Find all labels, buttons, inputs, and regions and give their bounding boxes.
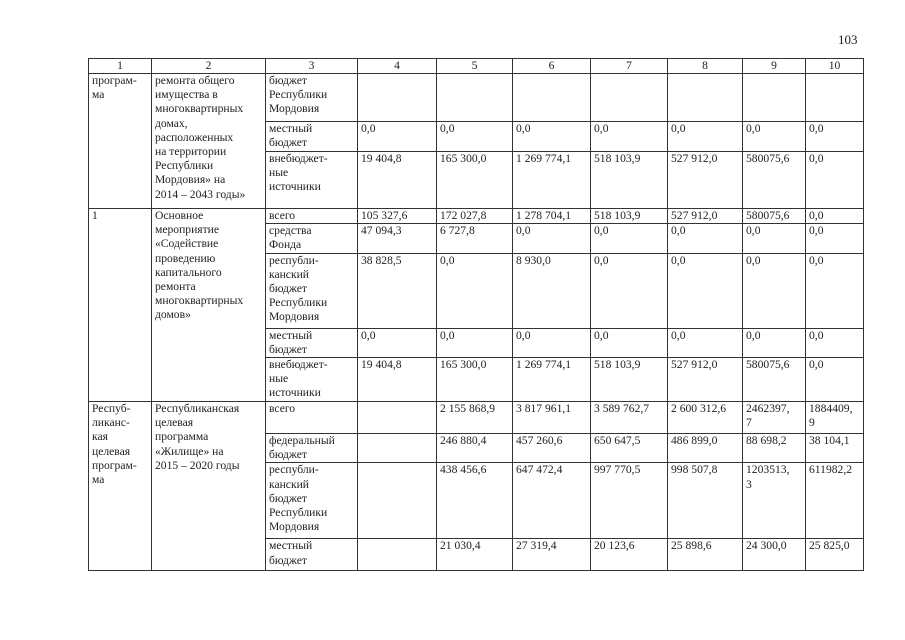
value-cell: 20 123,6 xyxy=(591,539,668,571)
value-cell: 21 030,4 xyxy=(437,539,513,571)
value-cell: 47 094,3 xyxy=(358,224,437,253)
value-cell: 165 300,0 xyxy=(437,358,513,402)
budget-table xyxy=(88,58,864,571)
value-cell: 518 103,9 xyxy=(591,152,668,209)
value-cell: 0,0 xyxy=(668,253,743,328)
value-cell: 38 104,1 xyxy=(806,434,864,463)
value-cell: 457 260,6 xyxy=(513,434,591,463)
value-cell: 1 269 774,1 xyxy=(513,152,591,209)
value-cell: 3 589 762,7 xyxy=(591,402,668,434)
funding-source-cell: средства Фонда xyxy=(266,224,358,253)
funding-source-cell: всего xyxy=(266,402,358,434)
value-cell: 0,0 xyxy=(743,328,806,357)
value-cell: 0,0 xyxy=(743,122,806,152)
funding-source-cell: федеральный бюджет xyxy=(266,434,358,463)
value-cell: 3 817 961,1 xyxy=(513,402,591,434)
value-cell: 2 600 312,6 xyxy=(668,402,743,434)
table-row xyxy=(89,402,864,434)
value-cell: 0,0 xyxy=(806,152,864,209)
value-cell: 518 103,9 xyxy=(591,209,668,224)
value-cell: 0,0 xyxy=(358,122,437,152)
value-cell: 1 278 704,1 xyxy=(513,209,591,224)
value-cell: 0,0 xyxy=(591,224,668,253)
value-cell: 0,0 xyxy=(591,253,668,328)
value-cell: 6 727,8 xyxy=(437,224,513,253)
value-cell xyxy=(358,434,437,463)
value-cell: 25 898,6 xyxy=(668,539,743,571)
value-cell: 580075,6 xyxy=(743,152,806,209)
page-number: 103 xyxy=(838,32,858,47)
value-cell: 24 300,0 xyxy=(743,539,806,571)
value-cell: 527 912,0 xyxy=(668,358,743,402)
value-cell xyxy=(358,402,437,434)
table-row xyxy=(89,209,864,224)
table-row xyxy=(89,74,864,122)
funding-source-cell: внебюджет- ные источники xyxy=(266,358,358,402)
header-cell: 1 xyxy=(89,59,152,74)
value-cell: 0,0 xyxy=(668,224,743,253)
value-cell: 998 507,8 xyxy=(668,463,743,539)
value-cell: 1203513, 3 xyxy=(743,463,806,539)
value-cell: 0,0 xyxy=(743,253,806,328)
value-cell: 1 269 774,1 xyxy=(513,358,591,402)
header-cell: 9 xyxy=(743,59,806,74)
value-cell: 997 770,5 xyxy=(591,463,668,539)
value-cell xyxy=(743,74,806,122)
value-cell: 650 647,5 xyxy=(591,434,668,463)
value-cell: 0,0 xyxy=(437,328,513,357)
value-cell: 8 930,0 xyxy=(513,253,591,328)
value-cell xyxy=(437,74,513,122)
value-cell: 1884409, 9 xyxy=(806,402,864,434)
value-cell: 0,0 xyxy=(668,122,743,152)
value-cell: 19 404,8 xyxy=(358,152,437,209)
value-cell xyxy=(591,74,668,122)
value-cell: 580075,6 xyxy=(743,209,806,224)
row-number-cell: програм- ма xyxy=(89,74,152,209)
value-cell: 486 899,0 xyxy=(668,434,743,463)
header-cell: 8 xyxy=(668,59,743,74)
value-cell: 0,0 xyxy=(743,224,806,253)
value-cell: 27 319,4 xyxy=(513,539,591,571)
row-number-cell: 1 xyxy=(89,209,152,402)
value-cell xyxy=(358,539,437,571)
header-cell: 7 xyxy=(591,59,668,74)
value-cell: 0,0 xyxy=(806,209,864,224)
funding-source-cell: внебюджет- ные источники xyxy=(266,152,358,209)
value-cell: 0,0 xyxy=(806,253,864,328)
value-cell: 88 698,2 xyxy=(743,434,806,463)
value-cell: 0,0 xyxy=(806,122,864,152)
value-cell: 0,0 xyxy=(437,253,513,328)
value-cell: 25 825,0 xyxy=(806,539,864,571)
value-cell: 165 300,0 xyxy=(437,152,513,209)
value-cell: 647 472,4 xyxy=(513,463,591,539)
header-cell: 2 xyxy=(152,59,266,74)
row-number-cell: Респуб- ликанс- кая целевая програм- ма xyxy=(89,402,152,571)
funding-source-cell: республи- канский бюджет Республики Мордовия xyxy=(266,463,358,539)
value-cell: 2 155 868,9 xyxy=(437,402,513,434)
funding-source-cell: всего xyxy=(266,209,358,224)
funding-source-cell: местный бюджет xyxy=(266,539,358,571)
value-cell xyxy=(513,74,591,122)
value-cell: 0,0 xyxy=(668,328,743,357)
value-cell: 246 880,4 xyxy=(437,434,513,463)
value-cell: 438 456,6 xyxy=(437,463,513,539)
value-cell: 0,0 xyxy=(806,358,864,402)
value-cell: 0,0 xyxy=(513,328,591,357)
value-cell: 0,0 xyxy=(358,328,437,357)
funding-source-cell: бюджет Республики Мордовия xyxy=(266,74,358,122)
program-name-cell: Республиканская целевая программа «Жилище» на 2015 – 2020 годы xyxy=(152,402,266,571)
value-cell: 0,0 xyxy=(437,122,513,152)
value-cell: 611982,2 xyxy=(806,463,864,539)
funding-source-cell: местный бюджет xyxy=(266,122,358,152)
value-cell xyxy=(358,463,437,539)
value-cell: 0,0 xyxy=(806,224,864,253)
value-cell: 19 404,8 xyxy=(358,358,437,402)
header-cell: 6 xyxy=(513,59,591,74)
value-cell: 38 828,5 xyxy=(358,253,437,328)
value-cell xyxy=(806,74,864,122)
funding-source-cell: республи- канский бюджет Республики Мордовия xyxy=(266,253,358,328)
value-cell: 0,0 xyxy=(591,122,668,152)
value-cell: 172 027,8 xyxy=(437,209,513,224)
value-cell xyxy=(668,74,743,122)
value-cell: 0,0 xyxy=(513,224,591,253)
value-cell xyxy=(358,74,437,122)
value-cell: 527 912,0 xyxy=(668,152,743,209)
value-cell: 518 103,9 xyxy=(591,358,668,402)
value-cell: 0,0 xyxy=(591,328,668,357)
value-cell: 527 912,0 xyxy=(668,209,743,224)
value-cell: 0,0 xyxy=(513,122,591,152)
value-cell: 0,0 xyxy=(806,328,864,357)
value-cell: 2462397, 7 xyxy=(743,402,806,434)
value-cell: 580075,6 xyxy=(743,358,806,402)
header-row xyxy=(89,59,864,74)
program-name-cell: ремонта общего имущества в многоквартирных домах, расположенных на территории Республики Мордовия» на 2014 – 2043 годы» xyxy=(152,74,266,209)
program-name-cell: Основное мероприятие «Содействие проведению капитального ремонта многоквартирных домов» xyxy=(152,209,266,402)
header-cell: 5 xyxy=(437,59,513,74)
header-cell: 3 xyxy=(266,59,358,74)
funding-source-cell: местный бюджет xyxy=(266,328,358,357)
header-cell: 10 xyxy=(806,59,864,74)
header-cell: 4 xyxy=(358,59,437,74)
value-cell: 105 327,6 xyxy=(358,209,437,224)
